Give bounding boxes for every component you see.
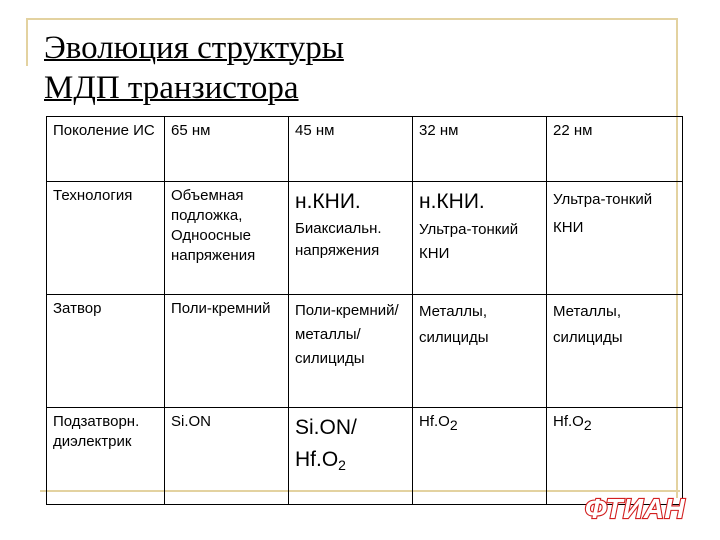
cell-gate-65: Поли-кремний [165,295,289,408]
cell-gate-32: Металлы, силициды [413,295,547,408]
row-label-gate: Затвор [47,295,165,408]
cell-diel-45-line2 [295,444,406,481]
title-line-2: МДП транзистора [44,70,299,106]
ftian-logo-text: ФТИАН [584,493,686,524]
col-header-22: 22 нм [547,117,683,182]
cell-tech-45-sub: Биаксиальн. напряжения [295,220,382,259]
ftian-logo [583,488,687,526]
cell-gate-45: Поли-кремний/ металлы/ силициды [289,295,413,408]
frame-left-line [26,18,28,66]
cell-tech-32 [413,182,547,295]
cell-diel-45-subscript: 2 [338,457,346,473]
cell-diel-45 [289,408,413,505]
cell-tech-45-main: н.КНИ. [295,190,361,213]
row-label-dielectric: Подзатворн. диэлектрик [47,408,165,505]
cell-diel-22-formula: Hf.O [553,413,584,430]
frame-top-line [26,18,676,20]
col-header-65: 65 нм [165,117,289,182]
cell-diel-45-line1: Si.ON/ [295,416,357,439]
cell-tech-22: Ультра-тонкий КНИ [547,182,683,295]
cell-tech-32-sub: Ультра-тонкий КНИ [419,221,519,262]
cell-diel-32-formula: Hf.O [419,413,450,430]
col-header-32: 32 нм [413,117,547,182]
evolution-table [46,116,683,505]
row-label-technology: Технология [47,182,165,295]
table-row-header [47,117,683,182]
cell-diel-22-subscript: 2 [583,417,592,433]
cell-diel-32-subscript: 2 [449,417,458,433]
cell-tech-32-main: н.КНИ. [419,190,485,213]
title-line-1: Эволюция структуры [44,30,344,66]
cell-diel-65: Si.ON [165,408,289,505]
cell-gate-22: Металлы, силициды [547,295,683,408]
cell-tech-65: Объемная подложка, Одноосные напряжения [165,182,289,295]
col-header-45: 45 нм [289,117,413,182]
cell-diel-32 [413,408,547,505]
page-title [44,28,344,108]
cell-tech-45 [289,182,413,295]
row-label-generation: Поколение ИС [47,117,165,182]
cell-diel-45-formula: Hf.O [295,448,339,471]
table-row-technology [47,182,683,295]
table-row-gate [47,295,683,408]
